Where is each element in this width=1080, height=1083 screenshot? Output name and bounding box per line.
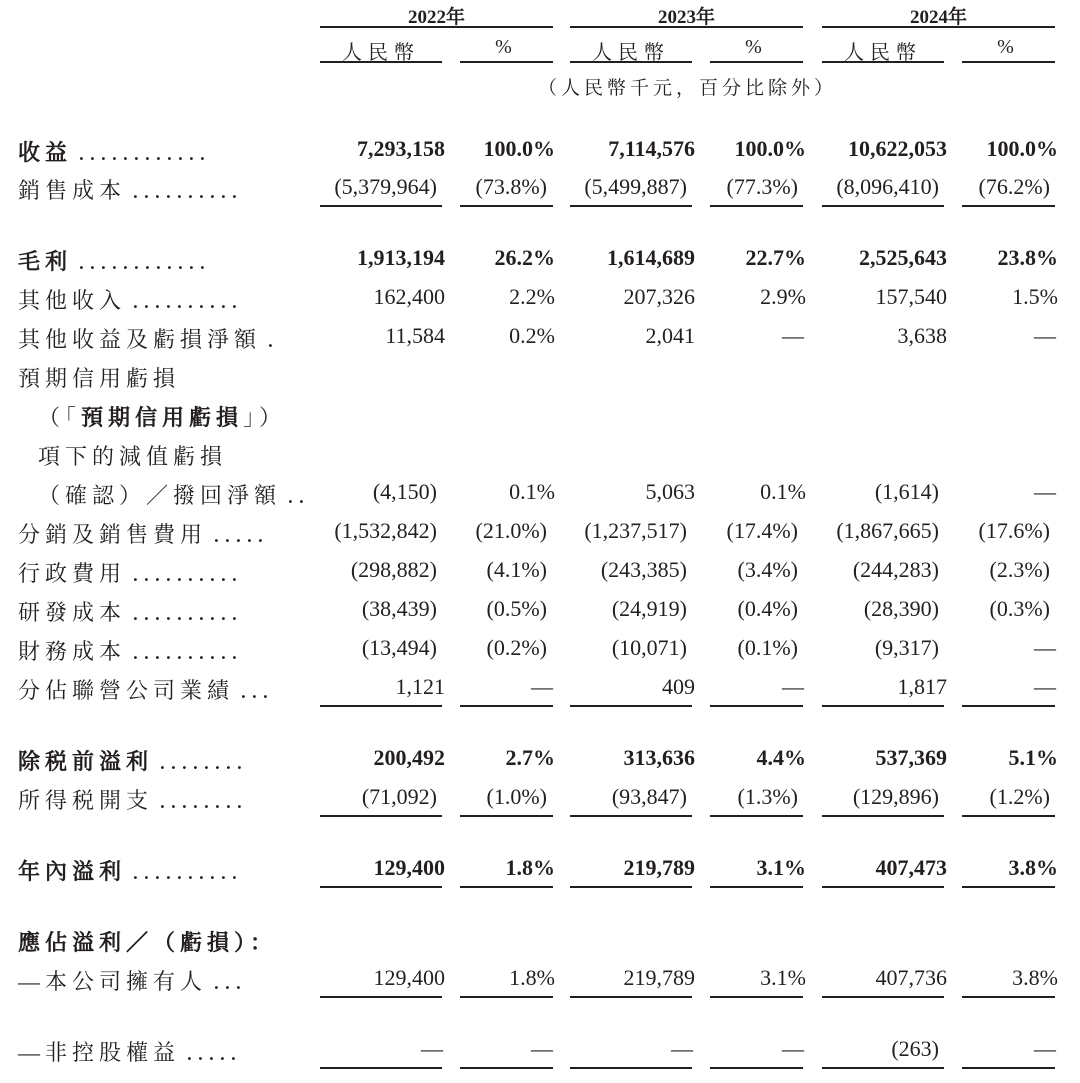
- leader-dots: ．．．．．: [213, 522, 280, 547]
- rmb-header: 人民幣: [342, 42, 420, 64]
- total-rule: [710, 1067, 803, 1069]
- total-rule: [962, 815, 1055, 817]
- cell-value: (243,385): [600, 557, 687, 582]
- total-rule: [710, 815, 803, 817]
- leader-dots: ．．．．．．．．．．: [132, 288, 254, 313]
- column-header-rule: [822, 61, 944, 63]
- row-label-text: 毛利: [18, 249, 73, 274]
- cell-value: (263): [891, 1036, 939, 1061]
- cell-value: 4.4%: [756, 745, 806, 770]
- cell-value: 2.2%: [509, 284, 555, 309]
- cell-value: 207,326: [623, 284, 695, 309]
- cell-value: (1,867,665): [836, 518, 939, 543]
- row-label: [18, 855, 253, 886]
- row-label-text: 項下的減值虧損: [38, 444, 228, 469]
- row-label-text: 收益: [18, 140, 73, 165]
- leader-dots: ．．．．．: [186, 1040, 253, 1065]
- cell-value: —: [671, 1036, 693, 1061]
- row-label: [18, 965, 257, 996]
- total-rule: [962, 705, 1055, 707]
- row-label: [18, 674, 284, 705]
- cell-value: —: [1034, 1036, 1056, 1061]
- cell-value: —: [1034, 635, 1056, 660]
- leader-dots: ．．．: [213, 969, 258, 994]
- cell-value: (1.0%): [486, 784, 547, 809]
- percent-header: %: [495, 36, 518, 58]
- cell-value: (298,882): [350, 557, 437, 582]
- year-header: 2024年: [909, 7, 967, 28]
- cell-value: 219,789: [623, 855, 695, 880]
- cell-value: —: [1034, 674, 1056, 699]
- cell-value: (1.3%): [737, 784, 798, 809]
- total-rule: [570, 705, 692, 707]
- cell-value: (71,092): [361, 784, 437, 809]
- cell-value: (9,317): [874, 635, 939, 660]
- cell-value: 2,525,643: [859, 245, 947, 270]
- cell-value: (0.2%): [486, 635, 547, 660]
- row-label-text: 除税前溢利: [18, 749, 154, 774]
- total-rule: [460, 705, 553, 707]
- cell-value: 3.1%: [756, 855, 806, 880]
- cell-value: (24,919): [611, 596, 687, 621]
- row-label: [18, 745, 258, 776]
- cell-value: 3.8%: [1008, 855, 1058, 880]
- row-label-text: 年內溢利: [18, 859, 127, 884]
- cell-value: 1,817: [897, 674, 947, 699]
- cell-value: (73.8%): [475, 174, 547, 199]
- total-rule: [570, 205, 692, 207]
- total-rule: [962, 205, 1055, 207]
- cell-value: 100.0%: [986, 136, 1058, 161]
- row-label: [18, 557, 253, 588]
- total-rule: [962, 996, 1055, 998]
- cell-value: (38,439): [361, 596, 437, 621]
- cell-value: (13,494): [361, 635, 437, 660]
- total-rule: [710, 996, 803, 998]
- cell-value: 0.1%: [509, 479, 555, 504]
- leader-dots: ．．．: [240, 678, 285, 703]
- row-label-part: 」）: [243, 405, 287, 430]
- cell-value: 3,638: [897, 323, 947, 348]
- leader-dots: ．．．．．．．．．．．．: [78, 249, 222, 274]
- row-label: [18, 323, 289, 354]
- cell-value: 5,063: [645, 479, 695, 504]
- leader-dots: ．．．．．．．．．．: [132, 561, 254, 586]
- total-rule: [822, 1067, 944, 1069]
- cell-value: 3.8%: [1012, 965, 1058, 990]
- cell-value: (17.4%): [726, 518, 798, 543]
- cell-value: 1,614,689: [607, 245, 695, 270]
- total-rule: [320, 996, 442, 998]
- row-label: [18, 1036, 252, 1067]
- column-header-rule: [962, 61, 1055, 63]
- year-rule: [822, 26, 1055, 28]
- row-label: [18, 362, 180, 393]
- cell-value: 23.8%: [997, 245, 1058, 270]
- cell-value: 0.1%: [760, 479, 806, 504]
- cell-value: 10,622,053: [848, 136, 947, 161]
- total-rule: [962, 1067, 1055, 1069]
- cell-value: (17.6%): [978, 518, 1050, 543]
- cell-value: 162,400: [373, 284, 445, 309]
- column-header-rule: [320, 61, 442, 63]
- row-label-text: 分銷及銷售費用: [18, 522, 208, 547]
- total-rule: [962, 886, 1055, 888]
- row-label-text: 銷售成本: [18, 178, 127, 203]
- cell-value: —: [531, 674, 553, 699]
- total-rule: [822, 886, 944, 888]
- cell-value: 5.1%: [1008, 745, 1058, 770]
- cell-value: 26.2%: [494, 245, 555, 270]
- unit-note: （人民幣千元，百分比除外）: [537, 78, 837, 99]
- cell-value: 2.7%: [505, 745, 555, 770]
- cell-value: (21.0%): [475, 518, 547, 543]
- cell-value: (77.3%): [726, 174, 798, 199]
- cell-value: 200,492: [373, 745, 445, 770]
- percent-header: %: [997, 36, 1020, 58]
- total-rule: [822, 205, 944, 207]
- row-label: [38, 401, 286, 432]
- total-rule: [460, 205, 553, 207]
- cell-value: (5,379,964): [334, 174, 437, 199]
- row-label-text: 預期信用虧損: [18, 366, 181, 391]
- cell-value: (8,096,410): [836, 174, 939, 199]
- cell-value: (1.2%): [989, 784, 1050, 809]
- row-label: [38, 440, 227, 471]
- total-rule: [710, 205, 803, 207]
- leader-dots: ．．．．．．．．．．: [132, 178, 254, 203]
- cell-value: (1,237,517): [584, 518, 687, 543]
- cell-value: 2.9%: [760, 284, 806, 309]
- row-label: [18, 518, 279, 549]
- cell-value: —: [1034, 479, 1056, 504]
- cell-value: (76.2%): [978, 174, 1050, 199]
- row-label: [38, 479, 320, 510]
- total-rule: [320, 815, 442, 817]
- total-rule: [710, 705, 803, 707]
- cell-value: —: [531, 1036, 553, 1061]
- total-rule: [320, 705, 442, 707]
- total-rule: [320, 886, 442, 888]
- cell-value: —: [782, 1036, 804, 1061]
- cell-value: (1,532,842): [334, 518, 437, 543]
- total-rule: [570, 815, 692, 817]
- row-label-text: 研發成本: [18, 600, 127, 625]
- row-label-text: —非控股權益: [18, 1040, 181, 1065]
- cell-value: —: [421, 1036, 443, 1061]
- total-rule: [460, 996, 553, 998]
- cell-value: 407,736: [875, 965, 947, 990]
- leader-dots: ．．．．．．．．．．．．: [78, 140, 222, 165]
- row-label: [18, 174, 253, 205]
- cell-value: —: [1034, 323, 1056, 348]
- cell-value: 0.2%: [509, 323, 555, 348]
- cell-value: (0.4%): [737, 596, 798, 621]
- total-rule: [822, 705, 944, 707]
- cell-value: 1.5%: [1012, 284, 1058, 309]
- leader-dots: ．．: [287, 483, 321, 508]
- total-rule: [710, 886, 803, 888]
- total-rule: [822, 815, 944, 817]
- cell-value: —: [782, 323, 804, 348]
- year-rule: [320, 26, 553, 28]
- cell-value: 7,114,576: [608, 136, 695, 161]
- row-label: [18, 596, 253, 627]
- cell-value: 157,540: [875, 284, 947, 309]
- column-header-rule: [460, 61, 553, 63]
- cell-value: 537,369: [875, 745, 947, 770]
- cell-value: —: [782, 674, 804, 699]
- year-header: 2022年: [407, 7, 465, 28]
- total-rule: [460, 1067, 553, 1069]
- row-label: [18, 245, 221, 276]
- row-label-text: 所得税開支: [18, 788, 154, 813]
- cell-value: (0.1%): [737, 635, 798, 660]
- leader-dots: ．．．．．．．．: [159, 749, 259, 774]
- cell-value: (0.3%): [989, 596, 1050, 621]
- cell-value: (10,071): [611, 635, 687, 660]
- total-rule: [822, 996, 944, 998]
- cell-value: (129,896): [852, 784, 939, 809]
- cell-value: (93,847): [611, 784, 687, 809]
- leader-dots: ．．．．．．．．．．: [132, 859, 254, 884]
- row-label-text: —本公司擁有人: [18, 969, 208, 994]
- row-label-text: 其他收入: [18, 288, 127, 313]
- cell-value: (5,499,887): [584, 174, 687, 199]
- row-label: [18, 926, 277, 957]
- cell-value: 1,121: [395, 674, 445, 699]
- cell-value: 1.8%: [505, 855, 555, 880]
- cell-value: 2,041: [645, 323, 695, 348]
- row-label-text: 其他收益及虧損淨額: [18, 327, 262, 352]
- row-label-text: 應佔溢利／（虧損）：: [18, 930, 278, 955]
- leader-dots: ．: [267, 327, 290, 352]
- leader-dots: ．．．．．．．．．．: [132, 600, 254, 625]
- cell-value: 129,400: [373, 965, 445, 990]
- total-rule: [320, 205, 442, 207]
- rmb-header: 人民幣: [592, 42, 670, 64]
- year-header: 2023年: [657, 7, 715, 28]
- row-label-part: （「: [38, 405, 82, 430]
- cell-value: 313,636: [623, 745, 695, 770]
- column-header-rule: [710, 61, 803, 63]
- total-rule: [570, 996, 692, 998]
- total-rule: [320, 1067, 442, 1069]
- total-rule: [570, 886, 692, 888]
- cell-value: 100.0%: [734, 136, 806, 161]
- row-label-defined-term: 預期信用虧損: [81, 405, 244, 430]
- cell-value: 1,913,194: [357, 245, 445, 270]
- total-rule: [460, 886, 553, 888]
- column-header-rule: [570, 61, 692, 63]
- cell-value: (244,283): [852, 557, 939, 582]
- cell-value: (2.3%): [989, 557, 1050, 582]
- cell-value: 7,293,158: [357, 136, 445, 161]
- row-label-text: 行政費用: [18, 561, 127, 586]
- row-label-text: （確認）／撥回淨額: [38, 483, 282, 508]
- cell-value: (3.4%): [737, 557, 798, 582]
- cell-value: 129,400: [373, 855, 445, 880]
- cell-value: 11,584: [385, 323, 445, 348]
- total-rule: [460, 815, 553, 817]
- cell-value: 1.8%: [509, 965, 555, 990]
- cell-value: 409: [662, 674, 695, 699]
- cell-value: (28,390): [863, 596, 939, 621]
- cell-value: (1,614): [874, 479, 939, 504]
- leader-dots: ．．．．．．．．: [159, 788, 259, 813]
- row-label: [18, 784, 258, 815]
- row-label: [18, 635, 253, 666]
- year-rule: [570, 26, 803, 28]
- row-label: [18, 284, 253, 315]
- cell-value: 219,789: [623, 965, 695, 990]
- cell-value: 100.0%: [483, 136, 555, 161]
- cell-value: (4,150): [372, 479, 437, 504]
- cell-value: 3.1%: [760, 965, 806, 990]
- leader-dots: ．．．．．．．．．．: [132, 639, 254, 664]
- row-label-text: 分佔聯營公司業績: [18, 678, 235, 703]
- cell-value: 407,473: [875, 855, 947, 880]
- percent-header: %: [745, 36, 768, 58]
- total-rule: [570, 1067, 692, 1069]
- cell-value: (4.1%): [486, 557, 547, 582]
- rmb-header: 人民幣: [844, 42, 922, 64]
- cell-value: (0.5%): [486, 596, 547, 621]
- row-label-text: 財務成本: [18, 639, 127, 664]
- row-label: [18, 136, 221, 167]
- cell-value: 22.7%: [745, 245, 806, 270]
